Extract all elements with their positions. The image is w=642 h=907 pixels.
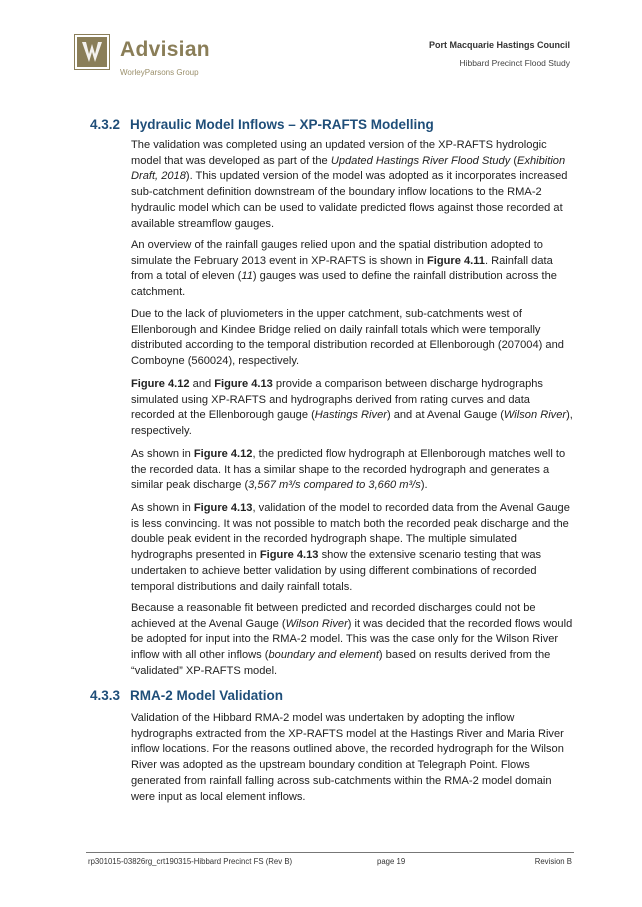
- paragraph-5: As shown in Figure 4.12, the predicted flow hydrograph at Ellenborough matches well to the recorded data. It has a similar shape to the recorded hydrograph and generates a similar peak discharge (3,567 m³/s compared to 3,660 m³/s).: [131, 448, 566, 492]
- footer-divider: [86, 852, 574, 853]
- client-name: Port Macquarie Hastings Council: [428, 40, 570, 50]
- paragraph-4: Figure 4.12 and Figure 4.13 provide a comparison between discharge hydrographs simulated using XP-RAFTS and hydrographs derived from rating curves and data recorded at the Ellenborough gauge (Hastings River) and at Avenal Gauge (Wilson River), respectively.: [131, 378, 573, 438]
- brand-subtitle: WorleyParsons Group: [120, 68, 199, 77]
- section-title: Hydraulic Model Inflows – XP-RAFTS Modelling: [130, 117, 434, 132]
- section-number: 4.3.3: [90, 688, 121, 703]
- footer-page-number: page 19: [377, 857, 406, 866]
- section-title: RMA-2 Model Validation: [130, 688, 284, 703]
- footer-doc-reference: rp301015-03826rg_crt190315-Hibbard Precinct FS (Rev B): [88, 857, 293, 866]
- brand-name: Advisian: [120, 38, 210, 61]
- paragraph-2: An overview of the rainfall gauges relied upon and the spatial distribution adopted to simulate the February 2013 event in XP-RAFTS is shown in Figure 4.11. Rainfall data from a total of eleven (11) gauges was used to define the rainfall distribution across the catchment.: [131, 239, 557, 299]
- footer-revision: Revision B: [534, 857, 572, 866]
- paragraph-1: The validation was completed using an updated version of the XP-RAFTS hydrologic model that was developed as part of the Updated Hastings River Flood Study (Exhibition Draft, 2018). This updated version of the model was adopted as it incorporates increased sub-catchment definition downstream of the boundary inflow locations to the RMA-2 hydraulic model which can be used to validate predicted flows against those recorded at available streamflow gauges.: [131, 139, 568, 230]
- paragraph-8: Validation of the Hibbard RMA-2 model was undertaken by adopting the inflow hydrographs extracted from the XP-RAFTS model at the Hastings River and Maria River inflow locations. For the reasons outlined above, the recorded hydrograph for the Wilson River was adopted as the upstream boundary condition at Telegraph Point. Flows generated from rainfall falling across sub-catchments within the RMA-2 model domain were input as local element inflows.: [131, 712, 564, 803]
- section-heading-432: [90, 117, 434, 132]
- paragraph-7: Because a reasonable fit between predicted and recorded discharges could not be achieved at the Avenal Gauge (Wilson River) it was decided that the recorded flows would be adopted for input into the RMA-2 model. This was the case only for the Wilson River inflow with all other inflows (boundary and element) based on results derived from the “validated” XP-RAFTS model.: [131, 602, 573, 677]
- advisian-logo-icon: [74, 34, 110, 70]
- paragraph-3: Due to the lack of pluviometers in the upper catchment, sub-catchments west of Ellenborough and Kindee Bridge relied on daily rainfall totals which were temporally distributed according to the temporal distribution recorded at Ellenborough (207004) and Comboyne (560024), respectively.: [131, 308, 564, 368]
- paragraph-6: As shown in Figure 4.13, validation of the model to recorded data from the Avenal Gauge is less convincing. It was not possible to match both the recorded peak discharge and the double peak evident in the recorded hydrograph shape. The multiple simulated hydrographs presented in Figure 4.13 show the extensive scenario testing that was undertaken to achieve better validation by using different combinations of recorded temporal distributions and daily rainfall totals.: [131, 502, 570, 593]
- project-name: Hibbard Precinct Flood Study: [459, 58, 570, 68]
- section-number: 4.3.2: [90, 117, 121, 132]
- section-heading-433: [90, 688, 283, 703]
